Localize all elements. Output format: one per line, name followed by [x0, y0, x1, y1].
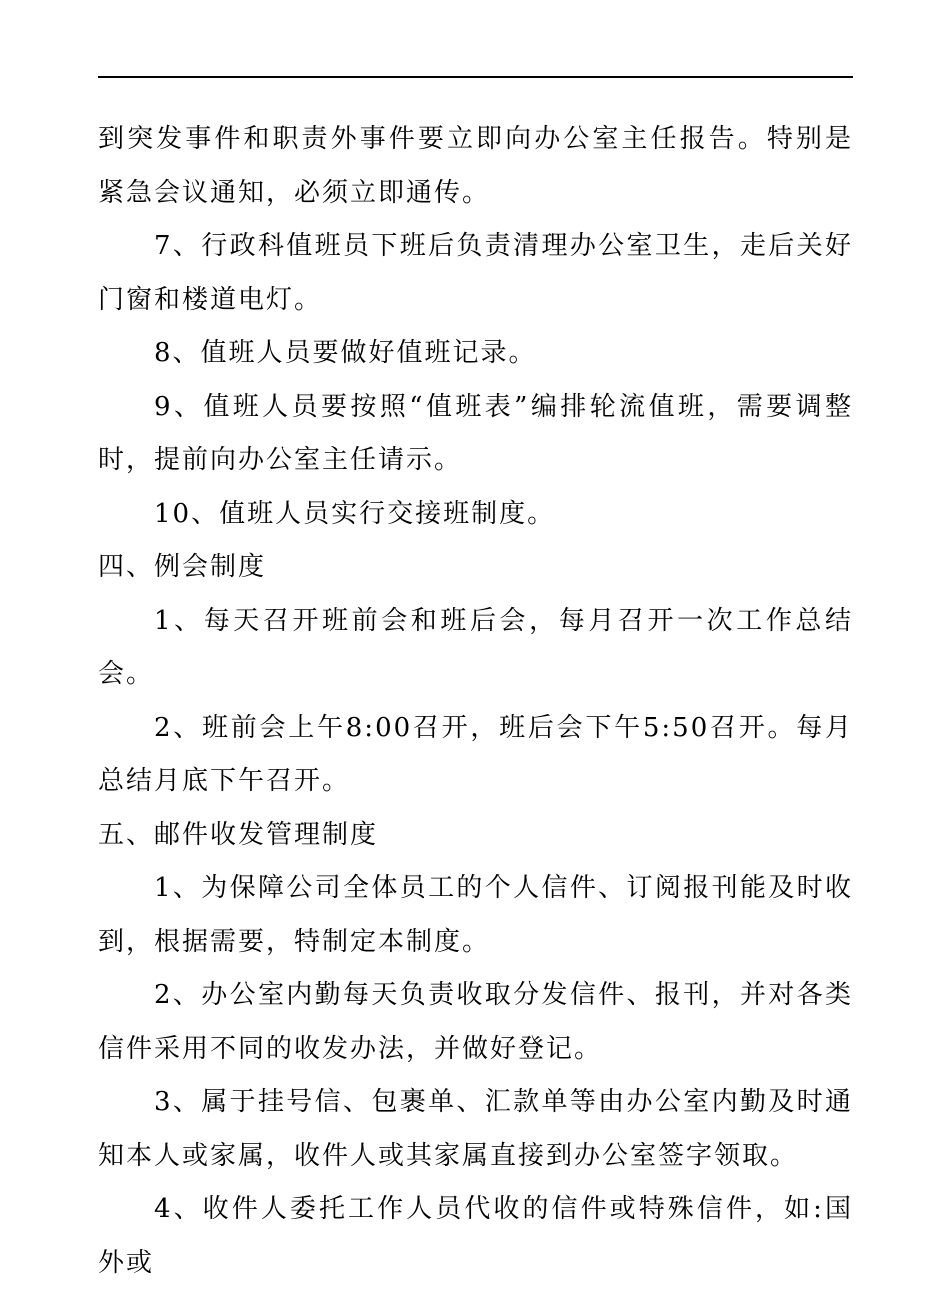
list-item-mail-4: 4、收件人委托工作人员代收的信件或特殊信件，如:国外或 [98, 1194, 853, 1278]
section-heading-meeting: 四、例会制度 [98, 552, 267, 582]
list-item-10: 10、值班人员实行交接班制度。 [154, 498, 556, 529]
list-item-mail-2: 2、办公室内勤每天负责收取分发信件、报刊，并对各类信件采用不同的收发办法，并做好登记。 [98, 980, 853, 1064]
document-body [98, 113, 853, 1290]
list-item-8: 8、值班人员要做好值班记录。 [154, 338, 537, 368]
section-heading-mail: 五、邮件收发管理制度 [98, 819, 379, 850]
list-item-mail-3: 3、属于挂号信、包裹单、汇款单等由办公室内勤及时通知本人或家属，收件人或其家属直接到办公室签字领取。 [98, 1087, 853, 1171]
list-item-7: 7、行政科值班员下班后负责清理办公室卫生，走后关好门窗和楼道电灯。 [98, 231, 853, 315]
list-item-meeting-2: 2、班前会上午8:00召开，班后会下午5:50召开。每月总结月底下午召开。 [98, 712, 853, 796]
list-item-mail-1: 1、为保障公司全体员工的个人信件、订阅报刊能及时收到，根据需要，特制定本制度。 [98, 873, 853, 957]
list-item-meeting-1: 1、每天召开班前会和班后会，每月召开一次工作总结会。 [98, 605, 853, 689]
list-item-9: 9、值班人员要按照“值班表”编排轮流值班，需要调整时，提前向办公室主任请示。 [98, 391, 853, 475]
paragraph-continuation: 到突发事件和职责外事件要立即向办公室主任报告。特别是紧急会议通知，必须立即通传。 [98, 124, 853, 208]
header-rule [98, 76, 853, 78]
